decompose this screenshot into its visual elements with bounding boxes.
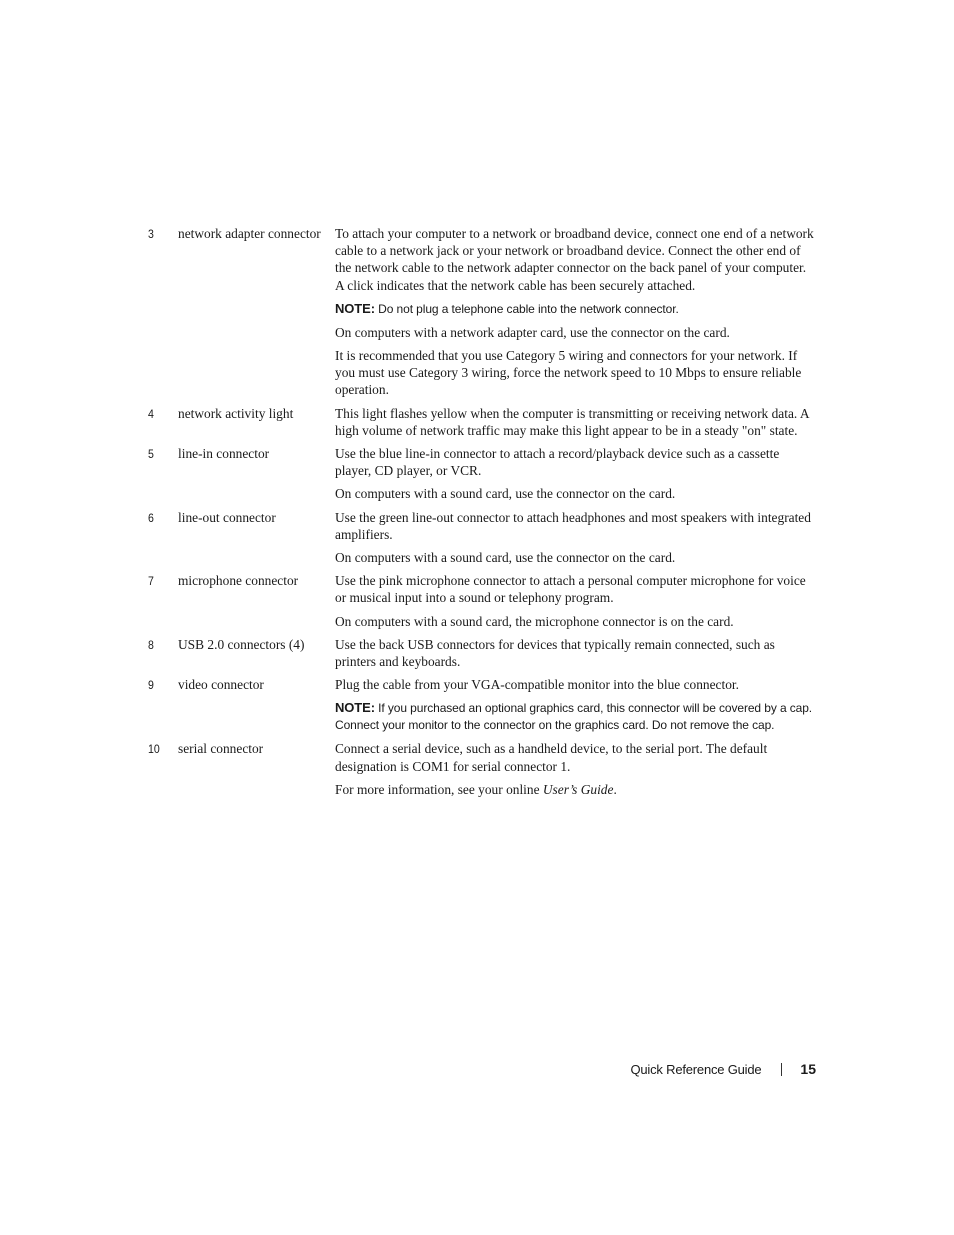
connector-description bbox=[335, 740, 816, 798]
row-number: 4 bbox=[148, 406, 154, 421]
description-paragraph: Connect a serial device, such as a handheld device, to the serial port. The default designation is COM1 for serial connector 1. bbox=[335, 741, 768, 774]
table-row bbox=[148, 445, 816, 503]
connector-name: serial connector bbox=[178, 741, 264, 757]
note-label: NOTE: bbox=[335, 300, 375, 316]
description-paragraph: Plug the cable from your VGA-compatible monitor into the blue connector. bbox=[335, 677, 739, 693]
table-row bbox=[148, 405, 816, 439]
description-paragraph: To attach your computer to a network or broadband device, connect one end of a network cable to a network jack or your network or broadband device. Connect the other end of the network cable to the network adapter connector on the back panel of your computer. A click indicates that the network cable has been securely attached. bbox=[335, 226, 814, 293]
connector-description bbox=[335, 572, 816, 630]
row-number: 9 bbox=[148, 678, 154, 693]
table-row bbox=[148, 225, 816, 399]
connector-description bbox=[335, 405, 816, 439]
table-row bbox=[148, 509, 816, 567]
description-paragraph: Use the pink microphone connector to attach a personal computer microphone for voice or musical input into a sound or telephony program. bbox=[335, 573, 806, 606]
description-paragraph: Use the green line-out connector to attach headphones and most speakers with integrated amplifiers. bbox=[335, 509, 811, 542]
description-text: For more information, see your online bbox=[335, 781, 543, 797]
description-paragraph: Use the back USB connectors for devices that typically remain connected, such as printers and keyboards. bbox=[335, 636, 775, 670]
description-paragraph: It is recommended that you use Category 5 wiring and connectors for your network. If you must use Category 3 wiring, force the network speed to 10 Mbps to ensure reliable operation. bbox=[335, 348, 802, 398]
note bbox=[335, 699, 816, 734]
table-row bbox=[148, 572, 816, 630]
connector-description bbox=[335, 225, 816, 399]
guide-title: Quick Reference Guide bbox=[630, 1061, 762, 1077]
connector-name: line-in connector bbox=[178, 446, 270, 462]
page-number: 15 bbox=[800, 1061, 816, 1077]
row-number: 10 bbox=[148, 742, 160, 757]
description-paragraph: This light flashes yellow when the computer is transmitting or receiving network data. A high volume of network traffic may make this light appear to be in a steady "on" state. bbox=[335, 405, 809, 438]
description-paragraph: Use the blue line-in connector to attach a record/playback device such as a cassette player, CD player, or VCR. bbox=[335, 446, 780, 479]
note-text: Do not plug a telephone cable into the network connector. bbox=[374, 301, 679, 316]
description-text: . bbox=[613, 781, 617, 797]
connector-name: line-out connector bbox=[178, 509, 276, 525]
note bbox=[335, 300, 816, 318]
note-label: NOTE: bbox=[335, 700, 375, 716]
description-paragraph: On computers with a sound card, use the connector on the card. bbox=[335, 486, 676, 502]
table-row bbox=[148, 740, 816, 798]
connector-description bbox=[335, 509, 816, 567]
row-number: 3 bbox=[148, 227, 154, 241]
connector-table bbox=[148, 225, 816, 804]
description-paragraph: On computers with a sound card, use the connector on the card. bbox=[335, 550, 676, 566]
note-text: If you purchased an optional graphics card, this connector will be covered by a cap. Connect your monitor to the connector on the graphics card. Do not remove the cap. bbox=[335, 701, 813, 733]
footer-separator bbox=[781, 1063, 782, 1076]
connector-name: network adapter connector bbox=[178, 226, 321, 241]
table-row bbox=[148, 636, 816, 670]
connector-description bbox=[335, 636, 816, 670]
connector-name: microphone connector bbox=[178, 573, 299, 589]
users-guide-title: User’s Guide bbox=[542, 781, 614, 797]
description-paragraph bbox=[335, 781, 816, 798]
connector-name: network activity light bbox=[178, 405, 294, 421]
row-number: 8 bbox=[148, 637, 154, 652]
description-paragraph: On computers with a network adapter card, use the connector on the card. bbox=[335, 324, 730, 340]
connector-name: USB 2.0 connectors (4) bbox=[178, 636, 305, 652]
connector-description bbox=[335, 445, 816, 503]
page-footer bbox=[560, 1061, 816, 1077]
connector-name: video connector bbox=[178, 677, 264, 693]
connector-description bbox=[335, 676, 816, 734]
row-number: 7 bbox=[148, 574, 154, 589]
table-row bbox=[148, 676, 816, 734]
row-number: 6 bbox=[148, 510, 154, 525]
row-number: 5 bbox=[148, 447, 154, 462]
description-paragraph: On computers with a sound card, the microphone connector is on the card. bbox=[335, 613, 734, 629]
